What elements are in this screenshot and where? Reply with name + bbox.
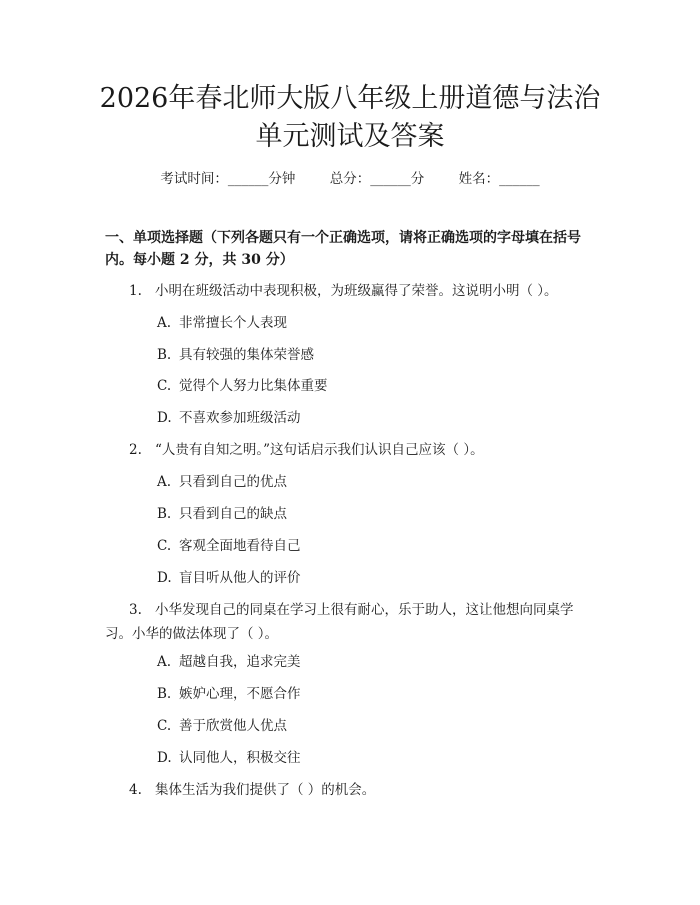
exam-time-unit: 分钟 [268,171,296,187]
question-stem: 小华发现自己的同桌在学习上很有耐心，乐于助人，这让他想向同桌学习。小华的做法体现了（ ）。 [105,602,574,642]
exam-time-label: 考试时间： [160,171,228,187]
option-text: 只看到自己的优点 [179,474,287,490]
student-name-blank: ______ [499,171,540,187]
option-letter: C. [157,538,172,554]
option-text: 具有较强的集体荣誉感 [179,347,314,363]
question-1-option-a [157,313,287,333]
question-number: 4. [129,782,142,798]
question-number: 3. [129,602,142,618]
option-letter: A. [157,474,172,490]
exam-time-blank: ______ [227,171,269,187]
question-1-option-b [157,345,314,365]
question-number: 1. [129,283,142,299]
option-letter: D. [157,410,172,426]
option-letter: A. [157,315,172,331]
option-text: 非常擅长个人表现 [179,315,287,331]
option-letter: B. [157,347,172,363]
option-text: 认同他人，积极交往 [179,750,301,766]
option-text: 超越自我，追求完美 [179,654,301,670]
question-stem: “人贵有自知之明。”这句话启示我们认识自己应该（ ）。 [155,442,484,458]
question-1-option-d [157,408,301,428]
question-2-option-d [157,568,301,588]
student-name-label: 姓名： [458,171,500,187]
section-heading: 一、单项选择题（下列各题只有一个正确选项，请将正确选项的字母填在括号内。每小题 2 分，共 30 分） [105,230,581,268]
question-stem: 集体生活为我们提供了（ ）的机会。 [155,782,376,798]
option-letter: C. [157,718,172,734]
question-3-option-b [157,684,301,704]
option-letter: A. [157,654,172,670]
option-text: 觉得个人努力比集体重要 [179,378,328,394]
total-score-unit: 分 [410,171,425,187]
question-3 [105,598,595,646]
option-text: 不喜欢参加班级活动 [179,410,301,426]
option-text: 盲目听从他人的评价 [179,570,301,586]
document-title: 2026年春北师大版八年级上册道德与法治单元测试及答案 [99,83,601,152]
question-2-option-c [157,536,301,556]
question-1 [105,279,595,303]
question-2-option-a [157,472,287,492]
option-letter: D. [157,750,172,766]
option-letter: C. [157,378,172,394]
question-3-option-a [157,652,301,672]
question-3-option-c [157,716,287,736]
exam-info-line [0,167,700,187]
option-text: 嫉妒心理，不愿合作 [179,686,301,702]
question-2-option-b [157,504,287,524]
question-1-option-c [157,376,328,396]
question-number: 2. [129,442,142,458]
total-score-blank: ______ [370,171,411,187]
total-score-label: 总分： [329,171,371,187]
option-letter: B. [157,506,172,522]
option-letter: D. [157,570,172,586]
option-letter: B. [157,686,172,702]
question-stem: 小明在班级活动中表现积极，为班级赢得了荣誉。这说明小明（ ）。 [155,283,558,299]
question-3-option-d [157,748,301,768]
question-2 [105,438,595,462]
question-4 [105,778,595,802]
option-text: 善于欣赏他人优点 [179,718,287,734]
option-text: 只看到自己的缺点 [179,506,287,522]
option-text: 客观全面地看待自己 [179,538,301,554]
